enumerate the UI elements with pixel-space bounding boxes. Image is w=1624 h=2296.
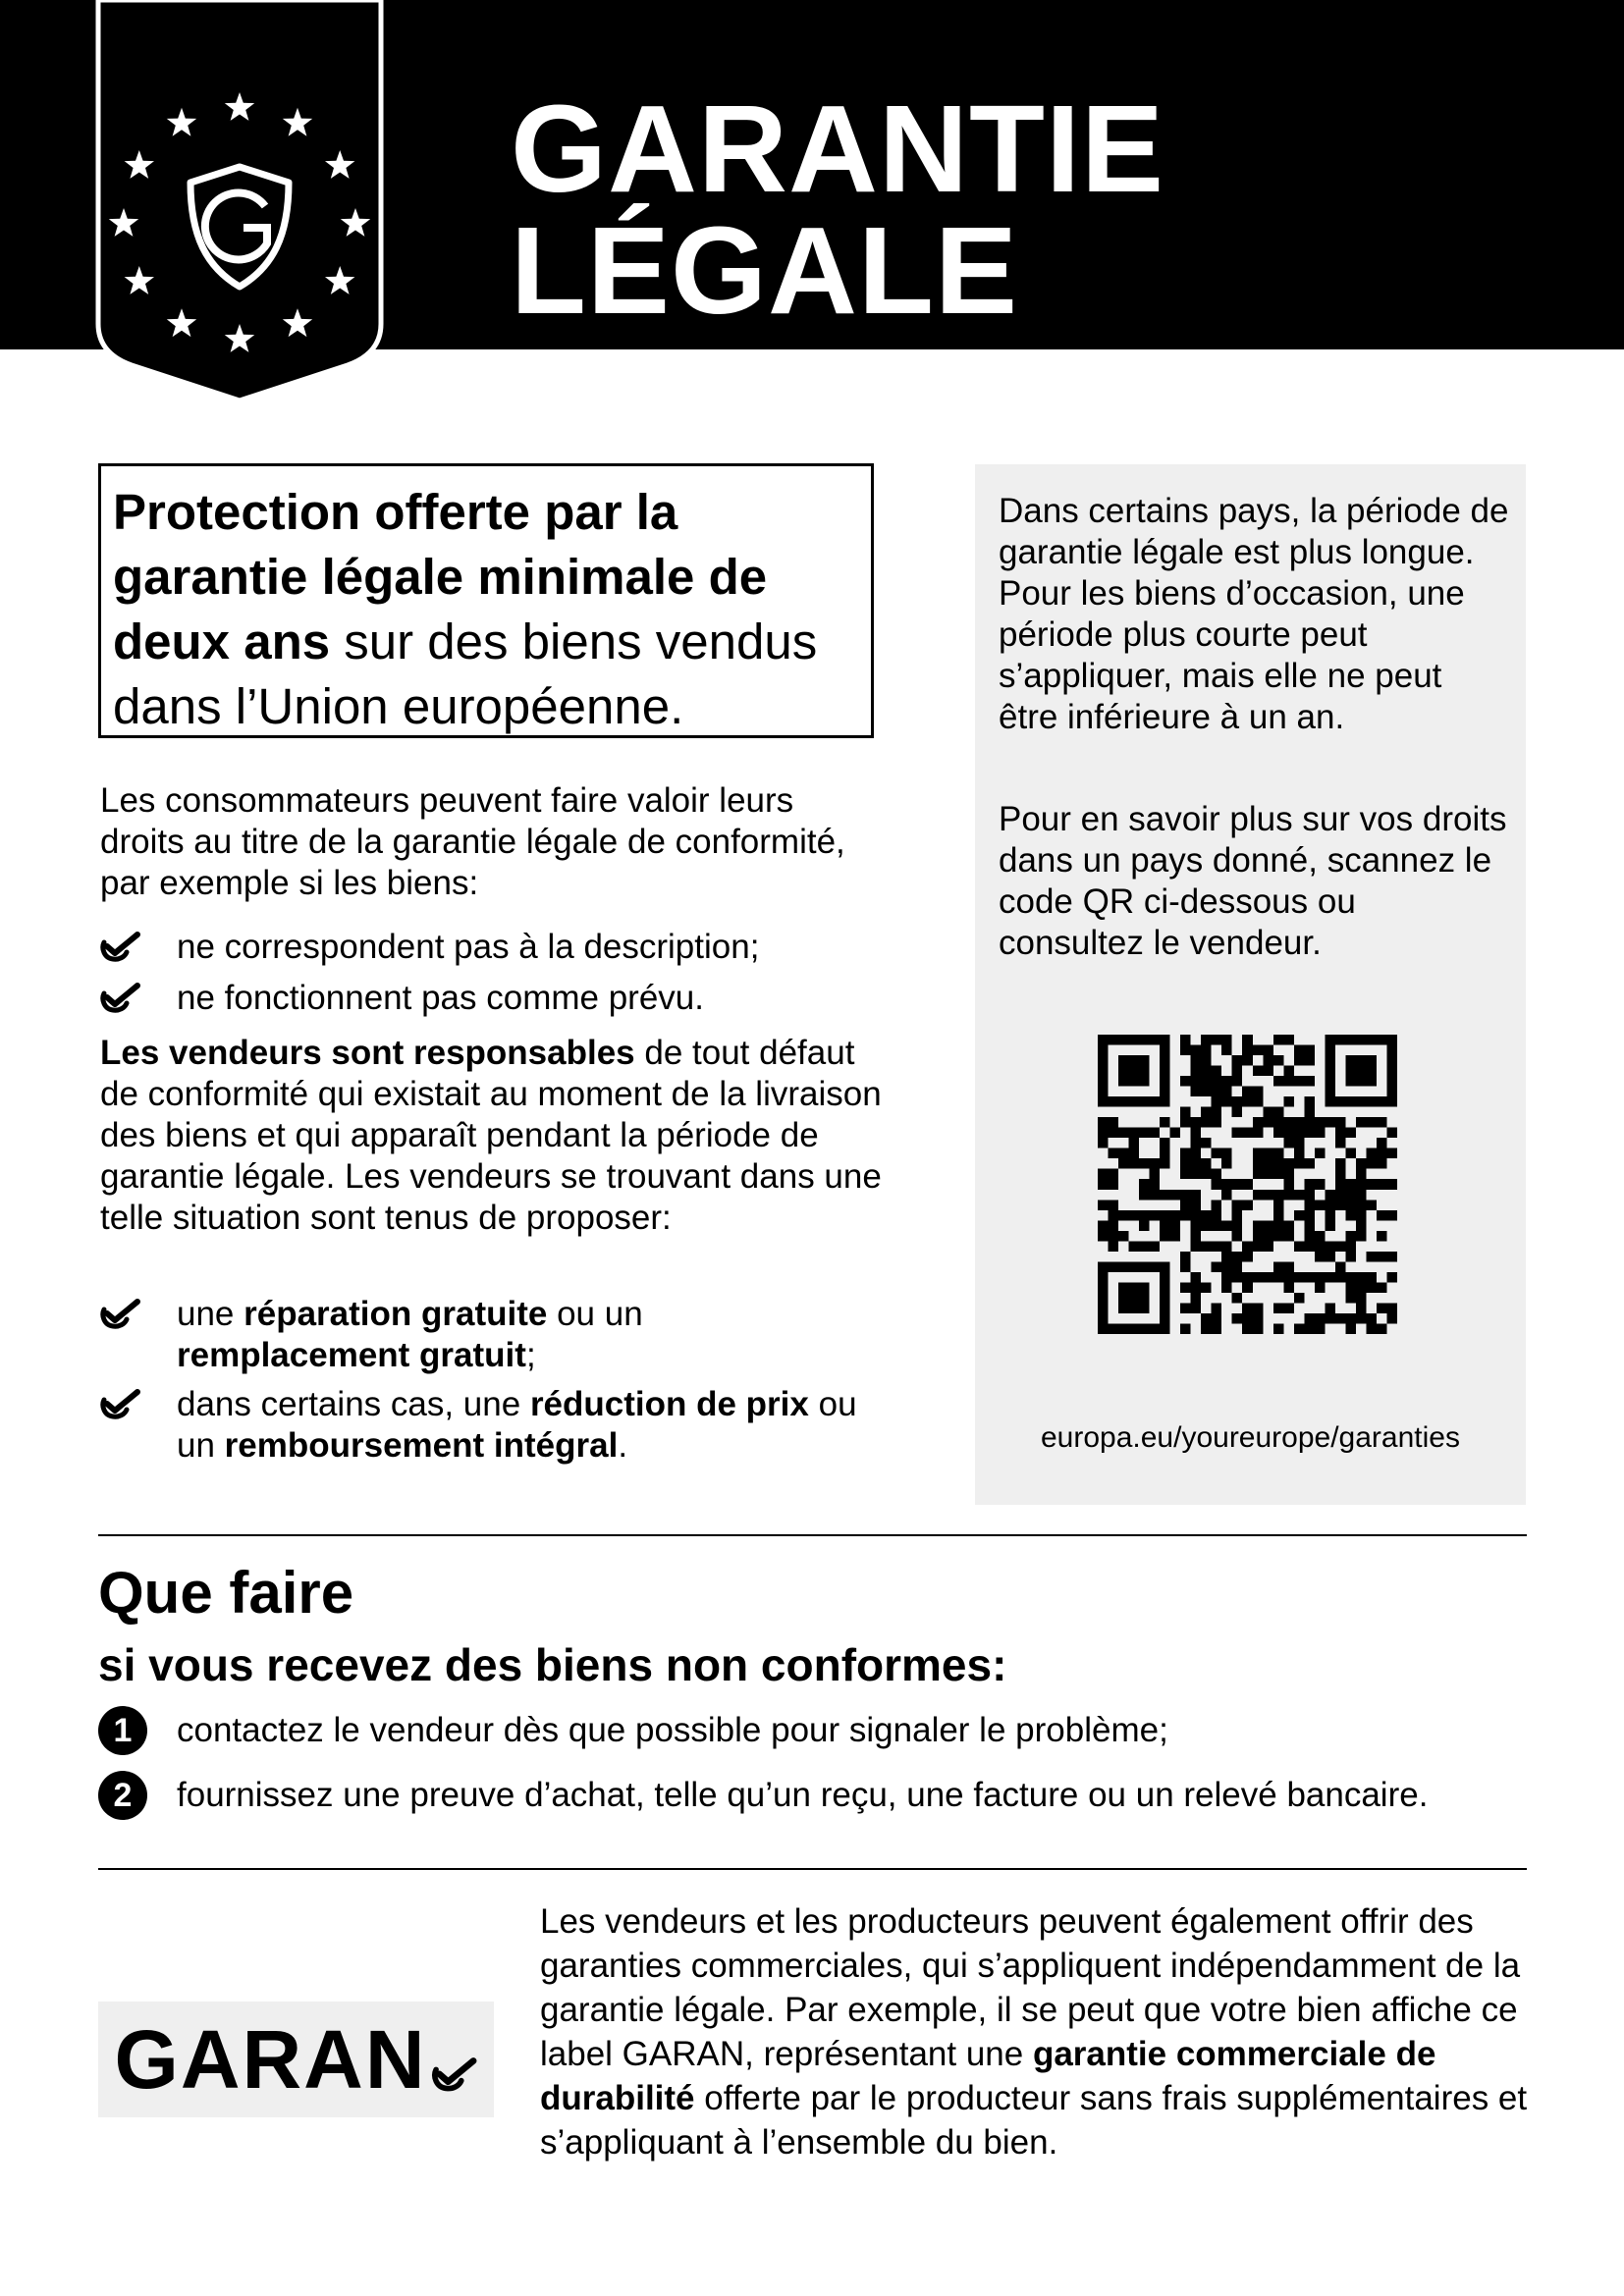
- garan-paragraph: Les vendeurs et les producteurs peuvent également offrir des garanties commerciales, qui s’appliquent indépendamment de la garantie légale. Par exemple, il se peut que votre bien affiche ce label GARAN, représentant une garantie commerciale de durabilité offerte par le producteur sans frais supplémentaires et s’appliquant à l’ensemble du bien.: [540, 1902, 1528, 2162]
- section-subtitle: si vous recevez des biens non conformes:: [98, 1639, 1007, 1690]
- intro-box: Protection offerte par la garantie légale minimale de deux ans sur des biens vendus dans l’Union européenne.: [98, 463, 874, 738]
- step-number-badge: 1: [98, 1706, 147, 1755]
- eu-stars-shield-g-icon: [92, 0, 387, 402]
- garan-label: GARAN: [98, 2002, 494, 2117]
- check-icon: [98, 1388, 141, 1421]
- divider: [98, 1868, 1527, 1870]
- page-title: GARANTIE LÉGALE: [511, 80, 1164, 340]
- step-item: 2 fournissez une preuve d’achat, telle qu’un reçu, une facture ou un relevé bancaire.: [98, 1771, 1428, 1820]
- consumer-item: ne correspondent pas à la description;: [98, 927, 759, 968]
- sellers-paragraph: Les vendeurs sont responsables de tout défaut de conformité qui existait au moment de la livraison des biens et qui apparaît pendant la période de garantie légale. Les vendeurs se trouvant dans une telle situation sont tenus de proposer:: [100, 1034, 882, 1237]
- check-icon: [429, 2056, 478, 2094]
- panel-paragraph: Dans certains pays, la période de garantie légale est plus longue. Pour les biens d’occasion, une période plus courte peut s’appliquer, mais elle ne peut être inférieure à un an.: [999, 492, 1509, 736]
- qr-code-icon[interactable]: [1098, 1035, 1397, 1334]
- consumer-item: ne fonctionnent pas comme prévu.: [98, 978, 704, 1019]
- step-number-badge: 2: [98, 1771, 147, 1820]
- seller-remedy-item: une réparation gratuite ou un remplacement gratuit;: [98, 1294, 864, 1376]
- check-icon: [98, 1298, 141, 1331]
- panel-paragraph: Pour en savoir plus sur vos droits dans un pays donné, scannez le code QR ci-dessous ou consultez le vendeur.: [999, 800, 1507, 962]
- step-item: 1 contactez le vendeur dès que possible pour signaler le problème;: [98, 1706, 1168, 1755]
- consumers-paragraph: Les consommateurs peuvent faire valoir leurs droits au titre de la garantie légale de conformité, par exemple si les biens:: [100, 781, 845, 902]
- section-title: Que faire: [98, 1560, 354, 1626]
- check-icon: [98, 982, 141, 1015]
- info-link[interactable]: europa.eu/youreurope/garanties: [1041, 1421, 1460, 1454]
- seller-remedy-item: dans certains cas, une réduction de prix ou un remboursement intégral.: [98, 1384, 864, 1467]
- divider: [98, 1534, 1527, 1536]
- check-icon: [98, 931, 141, 964]
